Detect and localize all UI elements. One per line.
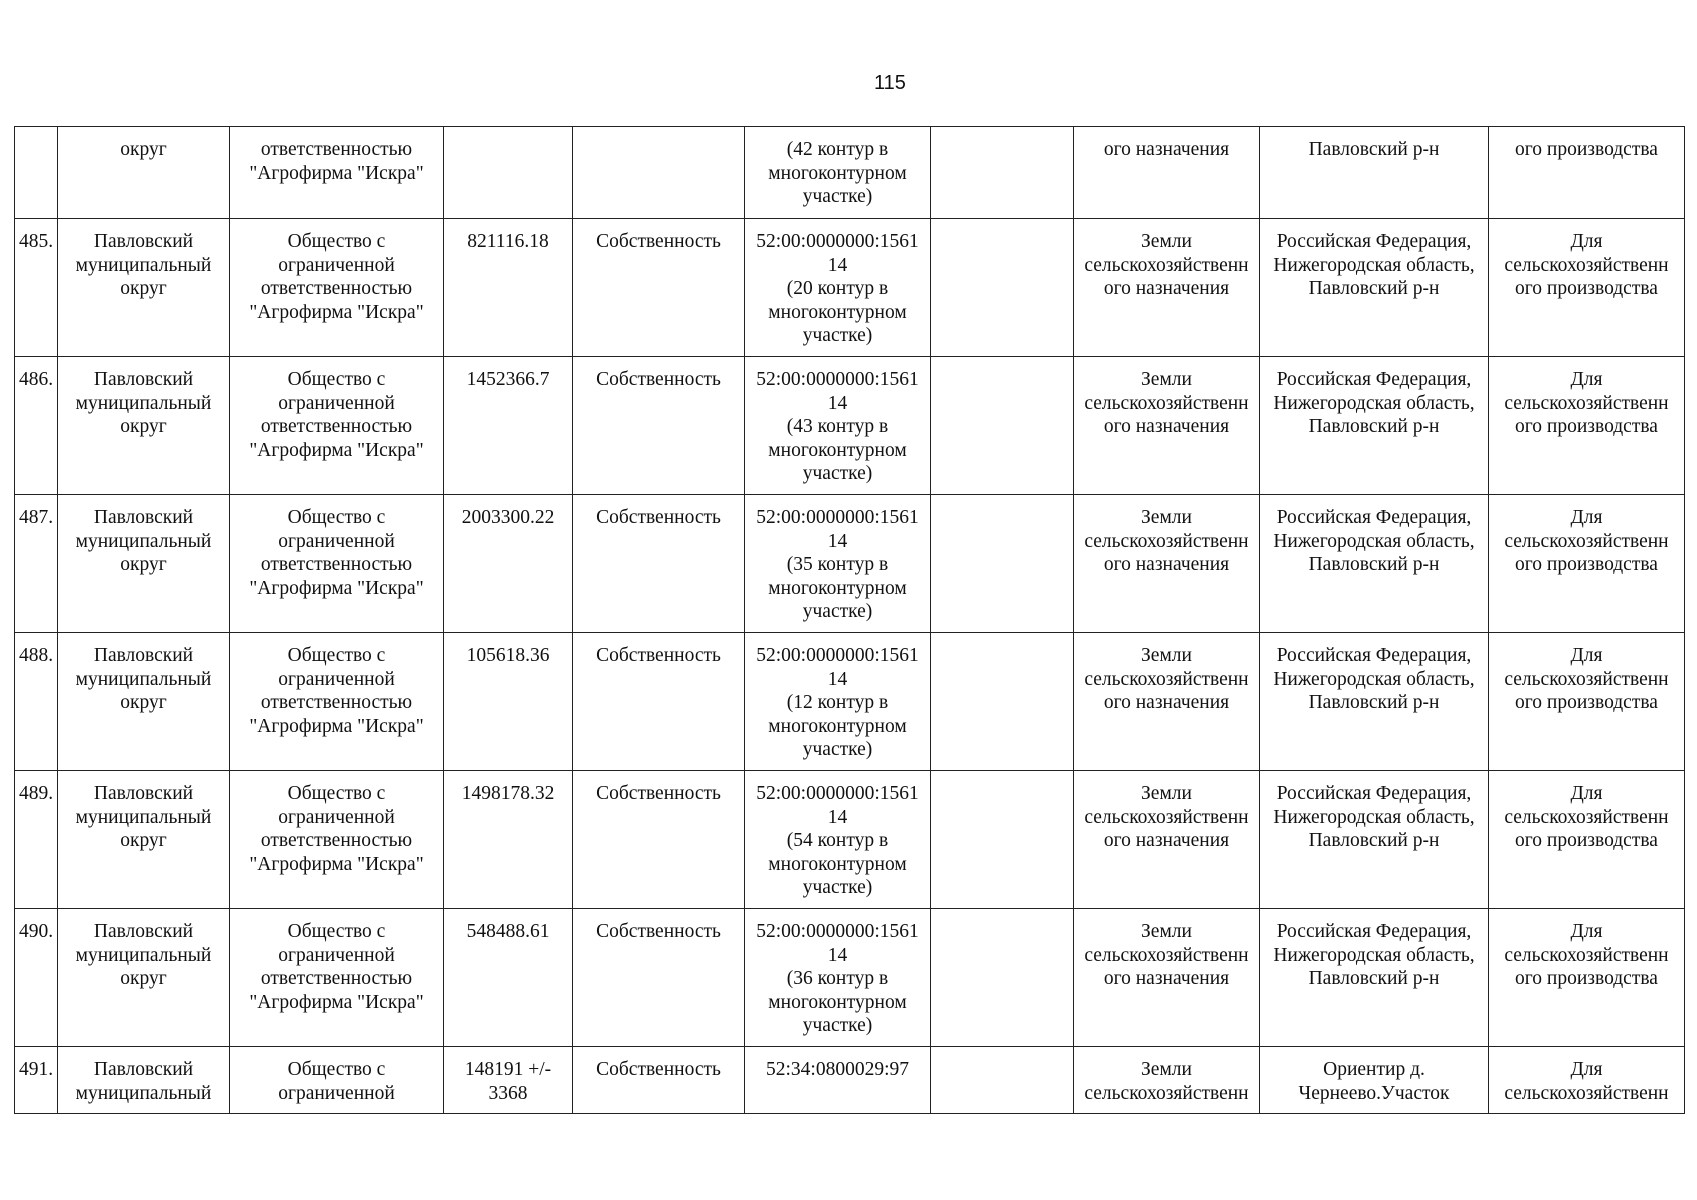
encumbrance-cell [931, 219, 1074, 357]
district-cell: Павловский муниципальный округ [58, 219, 230, 357]
table-row [15, 357, 1685, 495]
table-row [15, 495, 1685, 633]
land-category-cell: Земли сельскохозяйственн ого назначения [1074, 219, 1260, 357]
row-number-cell: 490. [15, 909, 58, 1047]
permitted-use-cell: ого производства [1489, 127, 1685, 219]
table-row [15, 633, 1685, 771]
land-category-cell: Земли сельскохозяйственн ого назначения [1074, 771, 1260, 909]
cadastral-number-cell: 52:00:0000000:1561 14 (12 контур в многоконтурном участке) [745, 633, 931, 771]
table-row [15, 909, 1685, 1047]
right-type-cell: Собственность [573, 771, 745, 909]
row-number-cell: 486. [15, 357, 58, 495]
district-cell: Павловский муниципальный округ [58, 771, 230, 909]
area-cell: 548488.61 [444, 909, 573, 1047]
owner-cell: Общество с ограниченной ответственностью "Агрофирма "Искра" [230, 771, 444, 909]
row-number-cell: 488. [15, 633, 58, 771]
owner-cell: Общество с ограниченной ответственностью "Агрофирма "Искра" [230, 219, 444, 357]
encumbrance-cell [931, 909, 1074, 1047]
encumbrance-cell [931, 357, 1074, 495]
table-row [15, 1047, 1685, 1114]
permitted-use-cell: Для сельскохозяйственн ого производства [1489, 357, 1685, 495]
table-row [15, 127, 1685, 219]
land-category-cell: Земли сельскохозяйственн ого назначения [1074, 357, 1260, 495]
cadastral-number-cell: 52:00:0000000:1561 14 (36 контур в многоконтурном участке) [745, 909, 931, 1047]
land-category-cell: Земли сельскохозяйственн ого назначения [1074, 909, 1260, 1047]
right-type-cell [573, 127, 745, 219]
land-category-cell: Земли сельскохозяйственн ого назначения [1074, 633, 1260, 771]
district-cell: Павловский муниципальный [58, 1047, 230, 1114]
area-cell: 2003300.22 [444, 495, 573, 633]
table-row [15, 771, 1685, 909]
cadastral-number-cell: (42 контур в многоконтурном участке) [745, 127, 931, 219]
land-category-cell: Земли сельскохозяйственн ого назначения [1074, 495, 1260, 633]
address-cell: Российская Федерация, Нижегородская область, Павловский р-н [1260, 771, 1489, 909]
permitted-use-cell: Для сельскохозяйственн ого производства [1489, 495, 1685, 633]
encumbrance-cell [931, 633, 1074, 771]
area-cell: 1452366.7 [444, 357, 573, 495]
permitted-use-cell: Для сельскохозяйственн ого производства [1489, 909, 1685, 1047]
row-number-cell [15, 127, 58, 219]
address-cell: Российская Федерация, Нижегородская область, Павловский р-н [1260, 633, 1489, 771]
address-cell: Российская Федерация, Нижегородская область, Павловский р-н [1260, 495, 1489, 633]
address-cell: Российская Федерация, Нижегородская область, Павловский р-н [1260, 909, 1489, 1047]
right-type-cell: Собственность [573, 1047, 745, 1114]
permitted-use-cell: Для сельскохозяйственн ого производства [1489, 219, 1685, 357]
encumbrance-cell [931, 495, 1074, 633]
district-cell: Павловский муниципальный округ [58, 495, 230, 633]
right-type-cell: Собственность [573, 909, 745, 1047]
row-number-cell: 485. [15, 219, 58, 357]
owner-cell: Общество с ограниченной ответственностью "Агрофирма "Искра" [230, 357, 444, 495]
district-cell: Павловский муниципальный округ [58, 633, 230, 771]
district-cell: Павловский муниципальный округ [58, 909, 230, 1047]
cadastral-number-cell: 52:34:0800029:97 [745, 1047, 931, 1114]
address-cell: Российская Федерация, Нижегородская область, Павловский р-н [1260, 219, 1489, 357]
page-number: 115 [874, 72, 906, 94]
address-cell: Ориентир д. Чернеево.Участок [1260, 1047, 1489, 1114]
right-type-cell: Собственность [573, 357, 745, 495]
right-type-cell: Собственность [573, 495, 745, 633]
encumbrance-cell [931, 1047, 1074, 1114]
land-registry-table [14, 126, 1685, 1114]
area-cell: 1498178.32 [444, 771, 573, 909]
owner-cell: ответственностью "Агрофирма "Искра" [230, 127, 444, 219]
land-category-cell: ого назначения [1074, 127, 1260, 219]
owner-cell: Общество с ограниченной ответственностью "Агрофирма "Искра" [230, 633, 444, 771]
area-cell [444, 127, 573, 219]
permitted-use-cell: Для сельскохозяйственн [1489, 1047, 1685, 1114]
cadastral-number-cell: 52:00:0000000:1561 14 (35 контур в многоконтурном участке) [745, 495, 931, 633]
cadastral-number-cell: 52:00:0000000:1561 14 (20 контур в многоконтурном участке) [745, 219, 931, 357]
permitted-use-cell: Для сельскохозяйственн ого производства [1489, 771, 1685, 909]
cadastral-number-cell: 52:00:0000000:1561 14 (43 контур в многоконтурном участке) [745, 357, 931, 495]
area-cell: 148191 +/- 3368 [444, 1047, 573, 1114]
row-number-cell: 489. [15, 771, 58, 909]
table-row [15, 219, 1685, 357]
area-cell: 105618.36 [444, 633, 573, 771]
area-cell: 821116.18 [444, 219, 573, 357]
encumbrance-cell [931, 771, 1074, 909]
row-number-cell: 491. [15, 1047, 58, 1114]
right-type-cell: Собственность [573, 219, 745, 357]
encumbrance-cell [931, 127, 1074, 219]
district-cell: Павловский муниципальный округ [58, 357, 230, 495]
owner-cell: Общество с ограниченной [230, 1047, 444, 1114]
district-cell: округ [58, 127, 230, 219]
permitted-use-cell: Для сельскохозяйственн ого производства [1489, 633, 1685, 771]
right-type-cell: Собственность [573, 633, 745, 771]
owner-cell: Общество с ограниченной ответственностью "Агрофирма "Искра" [230, 909, 444, 1047]
land-category-cell: Земли сельскохозяйственн [1074, 1047, 1260, 1114]
cadastral-number-cell: 52:00:0000000:1561 14 (54 контур в многоконтурном участке) [745, 771, 931, 909]
address-cell: Павловский р-н [1260, 127, 1489, 219]
address-cell: Российская Федерация, Нижегородская область, Павловский р-н [1260, 357, 1489, 495]
owner-cell: Общество с ограниченной ответственностью "Агрофирма "Искра" [230, 495, 444, 633]
row-number-cell: 487. [15, 495, 58, 633]
